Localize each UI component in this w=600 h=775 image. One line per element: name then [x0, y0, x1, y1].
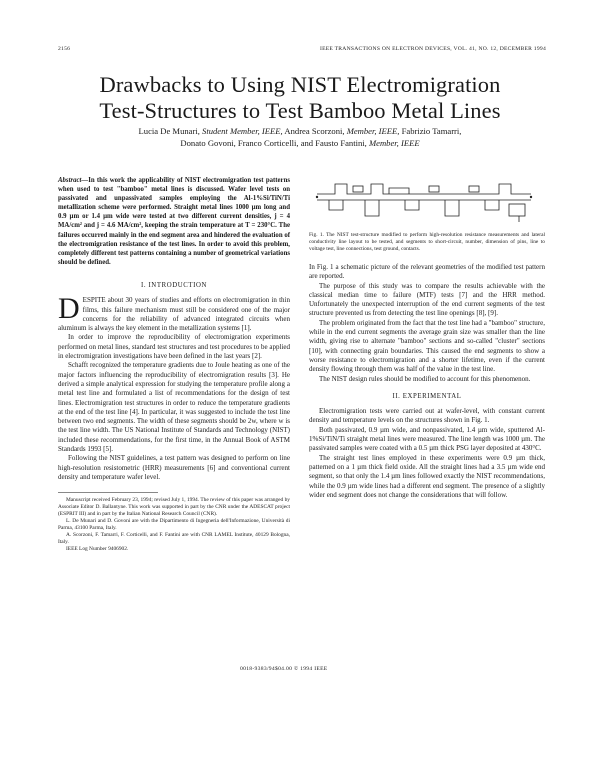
page-number: 2156	[58, 46, 71, 52]
right-paragraph-1: In Fig. 1 a schematic picture of the relevant geometries of the modified test pattern are reported.	[309, 263, 545, 281]
paper-title	[40, 72, 560, 124]
experimental-paragraph-2: Both passivated, 0.9 µm wide, and nonpassivated, 1.4 µm wide, sputtered Al-1%Si/TiN/Ti straight metal lines were measured. The line length was 1000 µm. The passivated samples were coated with a 0.5 µm thick PSG layer deposited at 430°C.	[309, 425, 545, 453]
intro-paragraph-3: Schafft recognized the temperature gradients due to Joule heating as one of the major factors influencing the reproducibility of electromigration results [3]. He derived a simple analytical expression for studying the temperature profile along a metal test line and formulated a list of recommendations for the design of test lines. Electromigration test structures in order to reduce the temperature gradients at the end of the test line [4]. In particular, it was suggested to include the test line between two end segments. The width of these segments should be 2w, where w is the test line width. The US National Institute of Standards and Technology (NIST) included these recommendations, for the first time, in the Annual Book of ASTM Standards 1993 [5].	[58, 361, 290, 453]
title-line-1: Drawbacks to Using NIST Electromigration	[99, 72, 501, 97]
figure-1-caption: Fig. 1. The NIST test-structure modified to perform high-resolution resistance measurements and lateral conductivity line layout to be tested, and segments to short-circuit, number, dimension of pins, line to voltage test, line connections, test ground, contacts.	[309, 232, 545, 252]
footnote-affiliation-2: A. Scorzoni, F. Tamarri, F. Corticelli, and F. Fantini are with CNR LAMEL Institute, 40129 Bologna, Italy.	[58, 532, 290, 546]
figure-1	[309, 176, 545, 226]
journal-header: IEEE TRANSACTIONS ON ELECTRON DEVICES, VOL. 41, NO. 12, DECEMBER 1994	[319, 46, 546, 52]
abstract-text: In this work the applicability of NIST electromigration test patterns when used to test "bamboo" metal lines is discussed. Wafer level tests on passivated and unpassivated samples employing the Al-1%Si/TiN/Ti metallization scheme were performed. Straight metal lines 1000 µm long and 0.9 µm or 1.4 µm wide were tested at two different current densities, j = 4 MA/cm² and j = 4.6 MA/cm², keeping the strain temperature at T = 230°C. The failures occurred mainly in the end segment area and hindered the evaluation of the electromigration resistance of the test lines. In order to avoid this problem, completely different test patterns containing a number of geometrical variations should be defined.	[58, 177, 290, 266]
author-line-2: Donato Govoni, Franco Corticelli, and Fausto Fantini, Member, IEEE	[180, 138, 420, 148]
intro-paragraph-2: In order to improve the reproducibility of electromigration experiments performed on metal lines, standard test structures and test procedures to be applied in electromigration investigations have been defined in the last years [2].	[58, 333, 290, 361]
experimental-paragraph-3: The straight test lines employed in these experiments were 0.9 µm thick, patterned on a 1 µm thick field oxide. All the straight lines had a 3.5 µm wide end segment, so that only the 1.4 µm lines followed exactly the NIST recommendations, while the 0.9 µm wide lines had a different end segment. The presence of a slightly wider end segment does not change the considerations that will follow.	[309, 453, 545, 499]
running-header	[58, 46, 546, 56]
test-structure-diagram	[309, 176, 545, 226]
author-list	[80, 125, 520, 149]
drop-cap: D	[58, 292, 80, 326]
right-paragraph-2: The purpose of this study was to compare the results achievable with the classical median time to failure (MTF) tests [7] and the HRR method. Unfortunately the unexpected interruption of the end current segments of the test structure prevented us from detecting the test line openings [8], [9].	[309, 281, 545, 318]
right-paragraph-3: The problem originated from the fact that the test line had a "bamboo" structure, while in the end current segments the average grain size was smaller than the line width, giving rise to alternate "bamboo" sections and so-called "cluster" sections [10], with connecting grain boundaries. This caused the end segments to show a worse resistance to electromigration and a shorter lifetime, even if the current density flowing through them was half of the value in the test line.	[309, 318, 545, 374]
right-column	[309, 176, 545, 500]
abstract	[58, 176, 290, 267]
intro-paragraph-1: DESPITE about 30 years of studies and efforts on electromigration in thin films, this failure mechanism must still be considered one of the major concerns for the reliability of advanced integrated circuits when aluminum is always the key element in the metallization systems [1].	[58, 292, 290, 333]
footnote-received: Manuscript received February 23, 1994; revised July 1, 1994. The review of this paper was arranged by Associate Editor D. Ballantyne. This work was supported in part by the CNR under the ADESCAT project (ESPRIT III) and in part by the Italian National Research Council (CNR).	[58, 497, 290, 518]
copyright-footer: 0018-9383/94$04.00 © 1994 IEEE	[240, 666, 328, 672]
left-column	[58, 176, 290, 553]
experimental-paragraph-1: Electromigration tests were carried out at wafer-level, with constant current density and temperature levels on the structures shown in Fig. 1.	[309, 407, 545, 425]
intro-paragraph-4: Following the NIST guidelines, a test pattern was designed to perform on line high-resolution resistometric (HRR) measurements [6] and conventional current density and temperature wafer level.	[58, 454, 290, 481]
section-heading-introduction: I. INTRODUCTION	[140, 281, 207, 289]
footnote-affiliation-1: L. De Munari and D. Govoni are with the Dipartimento di Ingegneria dell'Informazione, Università di Parma, 43100 Parma, Italy.	[58, 518, 290, 532]
author-line-1: Lucia De Munari, Student Member, IEEE, Andrea Scorzoni, Member, IEEE, Fabrizio Tamarri,	[138, 126, 462, 136]
footnote-log-number: IEEE Log Number 9406902.	[66, 546, 129, 553]
abstract-label: Abstract—	[58, 177, 89, 184]
footnote	[58, 492, 290, 553]
title-line-2: Test-Structures to Test Bamboo Metal Lines	[99, 98, 501, 123]
right-paragraph-4: The NIST design rules should be modified to account for this phenomenon.	[319, 374, 531, 383]
section-heading-experimental: II. EXPERIMENTAL	[392, 392, 462, 400]
